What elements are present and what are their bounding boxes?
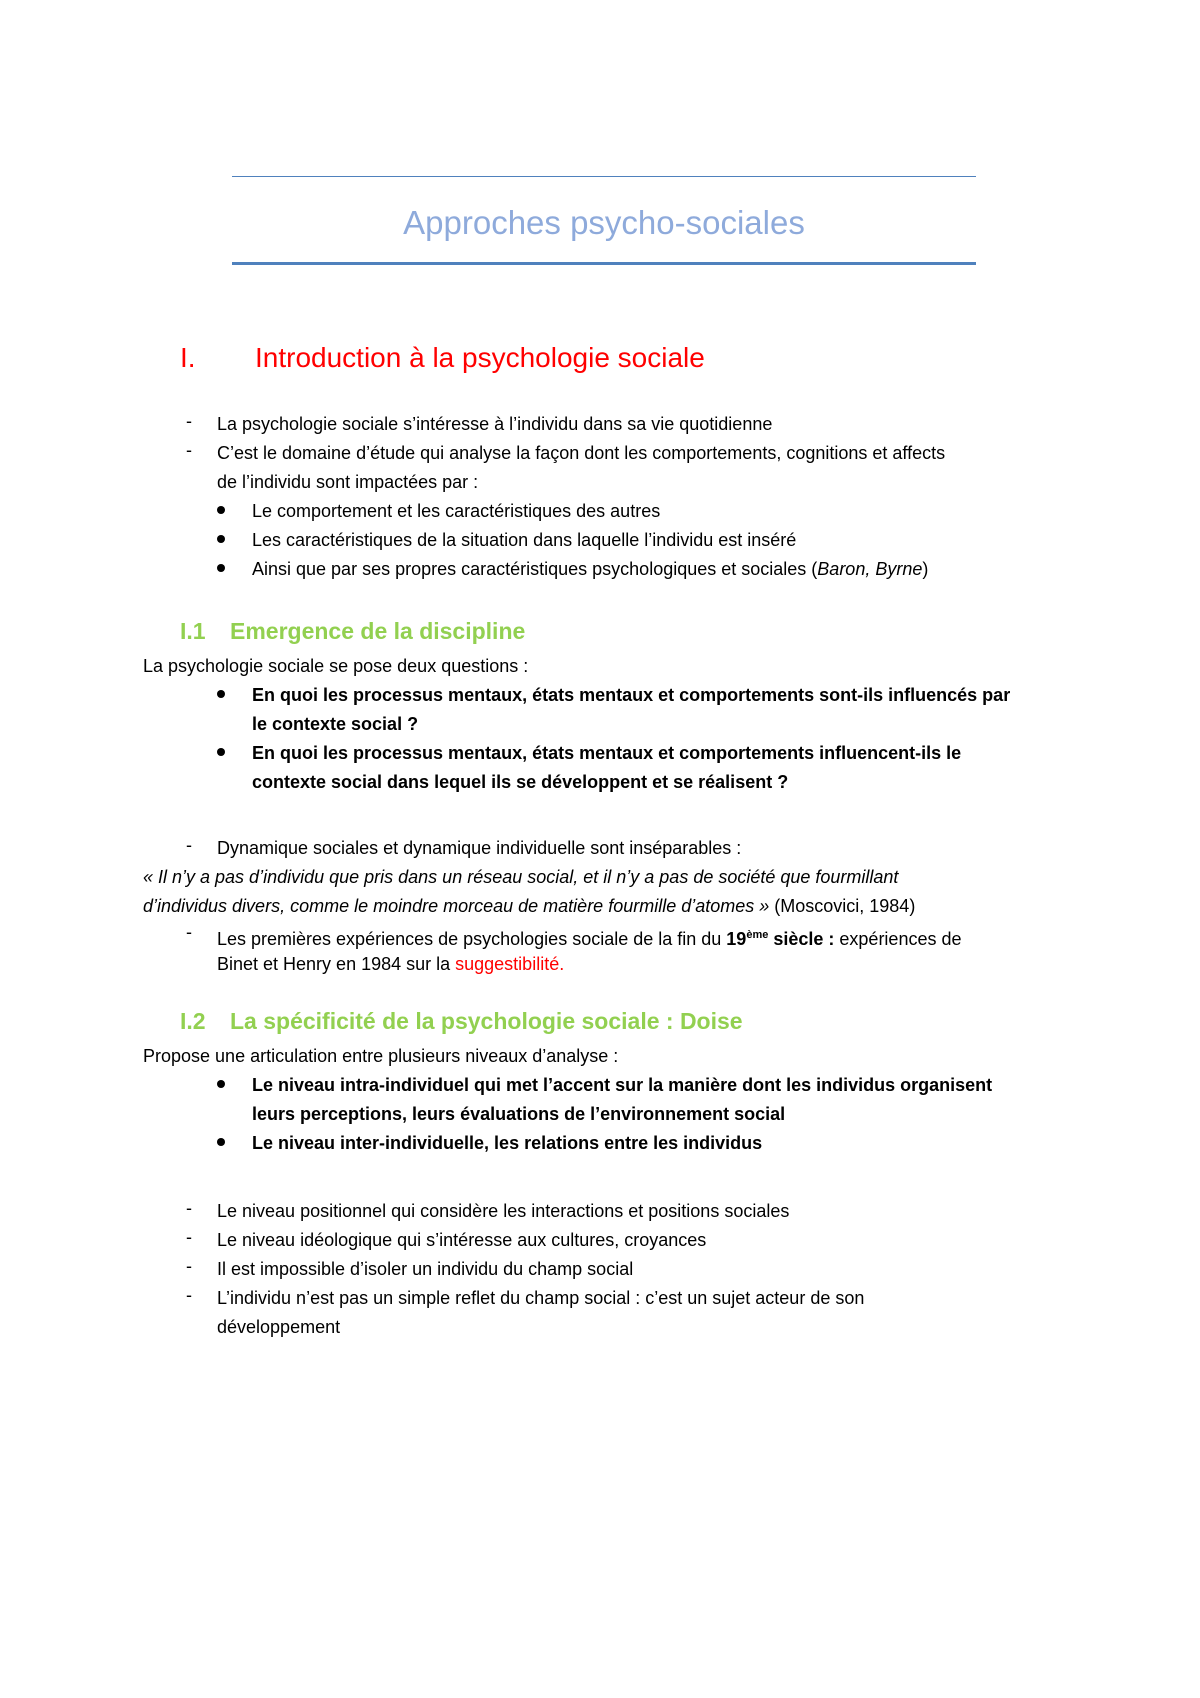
bullet-icon <box>217 1138 225 1146</box>
section-number: I.1 <box>180 618 206 644</box>
bullet-item: En quoi les processus mentaux, états mentaux et comportements sont-ils influencés par <box>252 685 1011 705</box>
dash-marker: - <box>186 1198 192 1218</box>
list-item: L’individu n’est pas un simple reflet du champ social : c’est un sujet acteur de son <box>217 1288 865 1308</box>
section-title: Introduction à la psychologie sociale <box>255 342 705 373</box>
dash-marker: - <box>186 440 192 460</box>
list-item: Le niveau positionnel qui considère les interactions et positions sociales <box>217 1201 790 1221</box>
section-title: Emergence de la discipline <box>230 618 526 644</box>
title-bottom-rule <box>232 262 976 265</box>
bullet-icon <box>217 1080 225 1088</box>
bullet-item: Le comportement et les caractéristiques des autres <box>252 501 661 521</box>
quote-source: (Moscovici, 1984) <box>769 896 916 916</box>
section-number: I.2 <box>180 1008 206 1034</box>
dash-marker: - <box>186 922 192 942</box>
list-item: La psychologie sociale s’intéresse à l’individu dans sa vie quotidienne <box>217 414 773 434</box>
highlight-keyword: suggestibilité. <box>455 954 565 974</box>
dash-marker: - <box>186 835 192 855</box>
list-item: C’est le domaine d’étude qui analyse la façon dont les comportements, cognitions et affects <box>217 443 946 463</box>
dash-marker: - <box>186 411 192 431</box>
bullet-item: Ainsi que par ses propres caractéristiques psychologiques et sociales (Baron, Byrne) <box>252 559 929 579</box>
bullet-icon <box>217 748 225 756</box>
quote-line: d’individus divers, comme le moindre morceau de matière fourmille d’atomes » (Moscovici, 1984) <box>143 896 916 916</box>
page-title: Approches psycho-sociales <box>403 204 805 241</box>
dash-marker: - <box>186 1285 192 1305</box>
bullet-item: En quoi les processus mentaux, états mentaux et comportements influencent-ils le <box>252 743 962 763</box>
bullet-item: Les caractéristiques de la situation dans laquelle l’individu est inséré <box>252 530 797 550</box>
dash-marker: - <box>186 1256 192 1276</box>
list-item-continuation: développement <box>217 1317 341 1337</box>
list-item-continuation: Binet et Henry en 1984 sur la suggestibilité. <box>217 954 565 974</box>
paragraph: La psychologie sociale se pose deux questions : <box>143 656 529 676</box>
section-heading-1 <box>180 342 705 374</box>
bullet-item: Le niveau intra-individuel qui met l’accent sur la manière dont les individus organisent <box>252 1075 993 1095</box>
bullet-icon <box>217 690 225 698</box>
list-item: Il est impossible d’isoler un individu du champ social <box>217 1259 634 1279</box>
section-title: La spécificité de la psychologie sociale : Doise <box>230 1008 743 1034</box>
list-item-continuation: de l’individu sont impactées par : <box>217 472 479 492</box>
list-item: Dynamique sociales et dynamique individuelle sont inséparables : <box>217 838 742 858</box>
bullet-icon <box>217 535 225 543</box>
section-heading-1-1 <box>180 618 525 645</box>
bullet-item-continuation: leurs perceptions, leurs évaluations de l’environnement social <box>252 1104 786 1124</box>
section-number: I. <box>180 342 196 373</box>
paragraph: Propose une articulation entre plusieurs niveaux d’analyse : <box>143 1046 619 1066</box>
section-heading-1-2 <box>180 1008 743 1035</box>
bullet-icon <box>217 506 225 514</box>
title-top-rule <box>232 176 976 177</box>
citation-authors: Baron, Byrne <box>817 559 923 579</box>
bullet-item-continuation: le contexte social ? <box>252 714 419 734</box>
dash-marker: - <box>186 1227 192 1247</box>
bullet-item: Le niveau inter-individuelle, les relations entre les individus <box>252 1133 763 1153</box>
bullet-icon <box>217 564 225 572</box>
bullet-item-continuation: contexte social dans lequel ils se développent et se réalisent ? <box>252 772 789 792</box>
list-item: Les premières expériences de psychologies sociale de la fin du 19ème siècle : expériences de <box>217 929 962 949</box>
list-item: Le niveau idéologique qui s’intéresse aux cultures, croyances <box>217 1230 707 1250</box>
quote-line: « Il n’y a pas d’individu que pris dans un réseau social, et il n’y a pas de société que fourmillant <box>143 867 899 887</box>
